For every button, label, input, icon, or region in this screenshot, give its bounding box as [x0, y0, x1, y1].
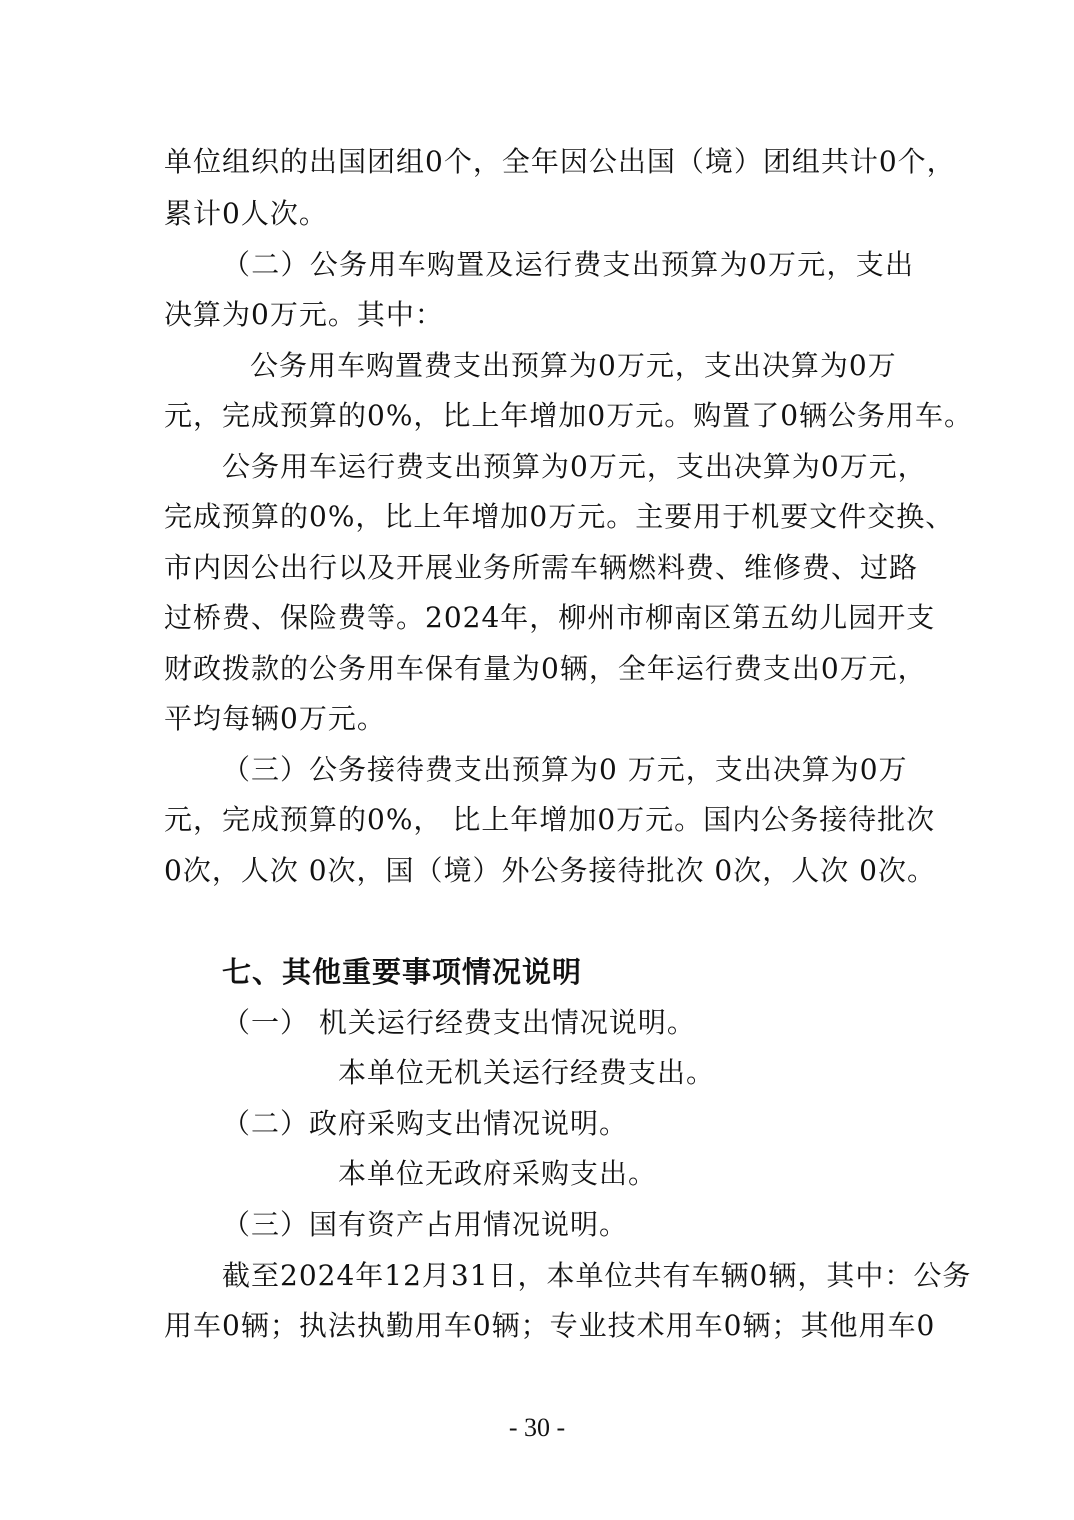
paragraph-line: 截至2024年12月31日，本单位共有车辆0辆，其中：公务	[222, 1259, 972, 1292]
paragraph-line: （二）公务用车购置及运行费支出预算为0万元，支出	[222, 248, 914, 281]
paragraph-line: 财政拨款的公务用车保有量为0辆，全年运行费支出0万元，	[164, 652, 927, 685]
subsection-body: 本单位无机关运行经费支出。	[338, 1056, 716, 1089]
paragraph-line: 决算为0万元。其中：	[164, 298, 444, 331]
paragraph-line: （三）公务接待费支出预算为0 万元，支出决算为0万	[222, 753, 908, 786]
paragraph-line: 单位组织的出国团组0个，全年因公出国（境）团组共计0个，	[164, 145, 956, 178]
section-heading: 七、其他重要事项情况说明	[222, 955, 583, 989]
subsection-body: 本单位无政府采购支出。	[338, 1157, 658, 1190]
paragraph-line: 过桥费、保险费等。2024年，柳州市柳南区第五幼儿园开支	[164, 601, 936, 634]
paragraph-line: 市内因公出行以及开展业务所需车辆燃料费、维修费、过路	[164, 551, 919, 584]
paragraph-line: 公务用车运行费支出预算为0万元，支出决算为0万元，	[222, 450, 927, 483]
subsection-title: （三）国有资产占用情况说明。	[222, 1208, 629, 1241]
paragraph-line: 0次，人次 0次，国（境）外公务接待批次 0次，人次 0次。	[164, 854, 936, 887]
subsection-title: （一） 机关运行经费支出情况说明。	[222, 1006, 696, 1039]
paragraph-line: 元，完成预算的0%，比上年增加0万元。购置了0辆公务用车。	[164, 399, 974, 432]
paragraph-line: 公务用车购置费支出预算为0万元，支出决算为0万	[250, 349, 897, 382]
paragraph-line: 平均每辆0万元。	[164, 702, 386, 735]
paragraph-line: 累计0人次。	[164, 197, 328, 230]
paragraph-line: 用车0辆；执法执勤用车0辆；专业技术用车0辆；其他用车0	[164, 1309, 936, 1342]
page-number: - 30 -	[508, 1413, 566, 1442]
paragraph-line: 元，完成预算的0%， 比上年增加0万元。国内公务接待批次	[164, 803, 936, 836]
subsection-title: （二）政府采购支出情况说明。	[222, 1107, 629, 1140]
paragraph-line: 完成预算的0%，比上年增加0万元。主要用于机要文件交换、	[164, 500, 955, 533]
